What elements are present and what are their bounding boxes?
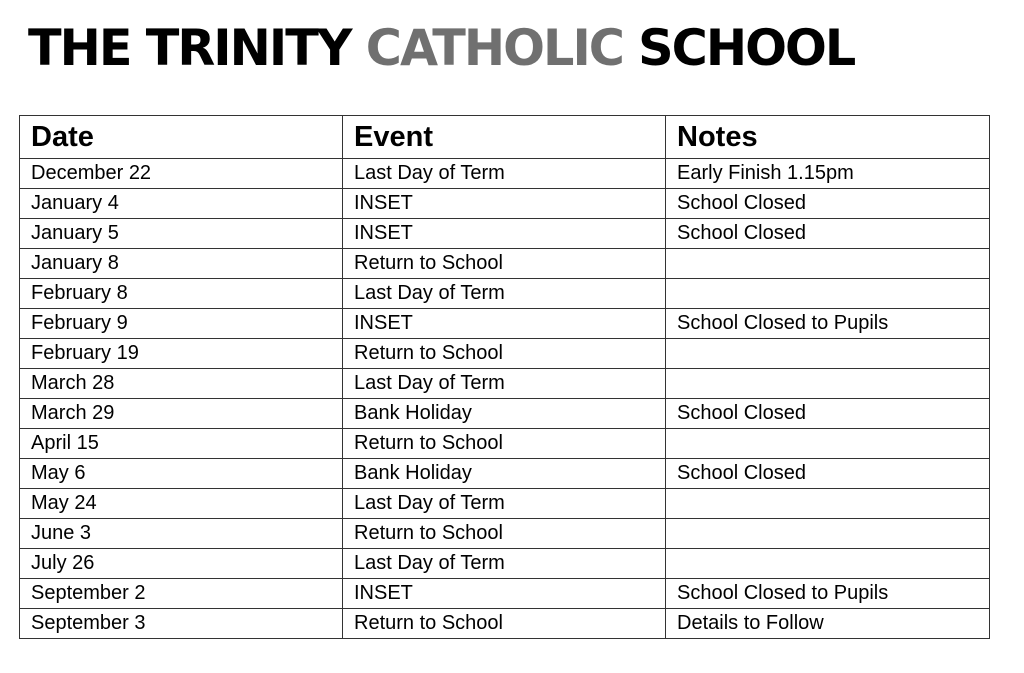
- notes-cell: School Closed: [666, 459, 990, 489]
- notes-cell: School Closed: [666, 189, 990, 219]
- date-cell: February 8: [20, 279, 343, 309]
- table-row: [20, 249, 990, 279]
- notes-cell: Details to Follow: [666, 609, 990, 639]
- event-cell: INSET: [343, 579, 666, 609]
- date-cell: January 4: [20, 189, 343, 219]
- table-row: [20, 489, 990, 519]
- table-row: [20, 399, 990, 429]
- table-row: [20, 219, 990, 249]
- title-catholic: CATHOLIC: [365, 19, 623, 77]
- title-the-trinity: THE TRINITY: [28, 19, 351, 77]
- notes-cell: Early Finish 1.15pm: [666, 159, 990, 189]
- notes-cell: [666, 249, 990, 279]
- date-cell: January 5: [20, 219, 343, 249]
- event-cell: INSET: [343, 309, 666, 339]
- notes-cell: [666, 369, 990, 399]
- event-cell: Last Day of Term: [343, 549, 666, 579]
- table-row: [20, 579, 990, 609]
- notes-cell: [666, 429, 990, 459]
- date-cell: March 28: [20, 369, 343, 399]
- term-dates-table: [19, 115, 990, 639]
- date-cell: May 6: [20, 459, 343, 489]
- notes-cell: [666, 549, 990, 579]
- date-cell: June 3: [20, 519, 343, 549]
- event-cell: Bank Holiday: [343, 399, 666, 429]
- date-cell: February 9: [20, 309, 343, 339]
- event-cell: INSET: [343, 219, 666, 249]
- date-cell: December 22: [20, 159, 343, 189]
- date-cell: September 2: [20, 579, 343, 609]
- event-cell: Return to School: [343, 519, 666, 549]
- notes-cell: School Closed to Pupils: [666, 579, 990, 609]
- event-cell: Last Day of Term: [343, 489, 666, 519]
- table-row: [20, 339, 990, 369]
- notes-cell: [666, 339, 990, 369]
- date-cell: April 15: [20, 429, 343, 459]
- notes-cell: School Closed: [666, 219, 990, 249]
- event-cell: Last Day of Term: [343, 369, 666, 399]
- table-row: [20, 549, 990, 579]
- notes-cell: School Closed: [666, 399, 990, 429]
- table-row: [20, 369, 990, 399]
- table-row: [20, 159, 990, 189]
- table-row: [20, 429, 990, 459]
- table-row: [20, 309, 990, 339]
- date-cell: September 3: [20, 609, 343, 639]
- table-row: [20, 609, 990, 639]
- date-cell: May 24: [20, 489, 343, 519]
- event-cell: Return to School: [343, 609, 666, 639]
- event-cell: Bank Holiday: [343, 459, 666, 489]
- notes-cell: [666, 519, 990, 549]
- event-cell: Last Day of Term: [343, 159, 666, 189]
- table-row: [20, 279, 990, 309]
- table-row: [20, 519, 990, 549]
- date-cell: February 19: [20, 339, 343, 369]
- date-cell: March 29: [20, 399, 343, 429]
- header-event: Event: [343, 116, 666, 159]
- notes-cell: [666, 489, 990, 519]
- header-notes: Notes: [666, 116, 990, 159]
- table-row: [20, 459, 990, 489]
- date-cell: January 8: [20, 249, 343, 279]
- notes-cell: [666, 279, 990, 309]
- event-cell: INSET: [343, 189, 666, 219]
- event-cell: Return to School: [343, 339, 666, 369]
- event-cell: Return to School: [343, 249, 666, 279]
- event-cell: Last Day of Term: [343, 279, 666, 309]
- table-row: [20, 189, 990, 219]
- date-cell: July 26: [20, 549, 343, 579]
- title-school: SCHOOL: [638, 19, 855, 77]
- event-cell: Return to School: [343, 429, 666, 459]
- header-date: Date: [20, 116, 343, 159]
- page-title: [28, 8, 983, 88]
- table-header-row: [20, 116, 990, 159]
- notes-cell: School Closed to Pupils: [666, 309, 990, 339]
